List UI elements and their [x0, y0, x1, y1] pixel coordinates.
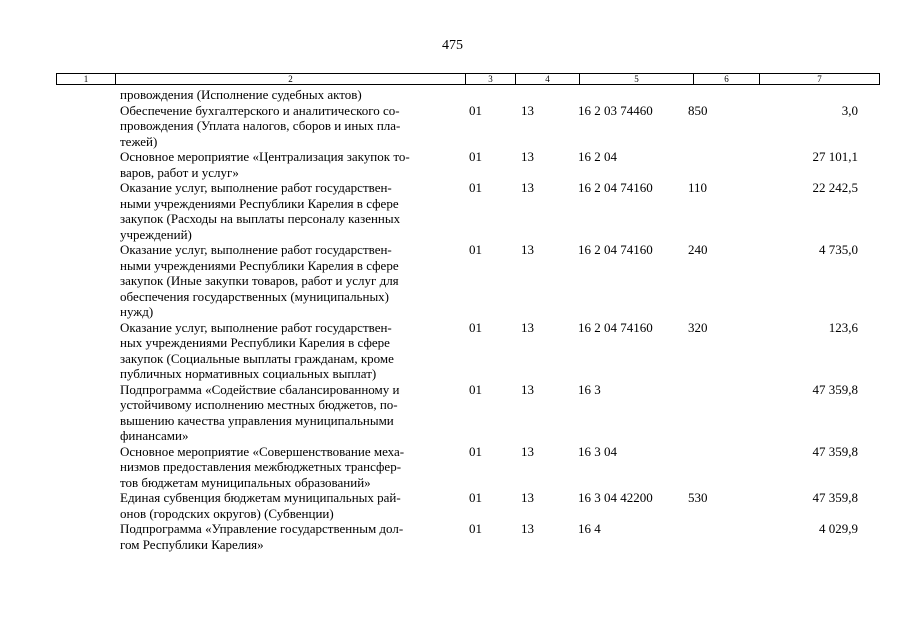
cell-c4: 13 [521, 242, 534, 257]
cell-c7 [739, 87, 858, 103]
cell-c7: 27 101,1 [812, 149, 858, 164]
cell-name: Оказание услуг, выполнение работ государствен- ных учреждениями Республики Карелия в сфере закупок (Социальные выплаты гражданам, кроме публичных нормативных социальных выплат) [120, 319, 394, 381]
cell-c6 [688, 149, 748, 180]
cell-c6: 110 [688, 180, 708, 195]
cell-c3: 01 [469, 180, 482, 195]
cell-c5: 16 2 04 74160 [578, 180, 653, 195]
cell-c7: 3,0 [841, 102, 858, 118]
table-row [56, 149, 880, 180]
cell-c7: 4 029,9 [819, 521, 858, 536]
cell-name: Подпрограмма «Управление государственным дол- гом Республики Карелия» [120, 521, 404, 552]
table-row [56, 180, 880, 242]
cell-name: провождения (Исполнение судебных актов) [120, 87, 362, 102]
table-body [56, 87, 880, 552]
header-col-2: 2 [116, 74, 466, 84]
cell-c4: 13 [521, 521, 534, 536]
table-row [56, 87, 880, 103]
cell-c3: 01 [469, 319, 482, 335]
cell-c3 [469, 87, 521, 103]
table-row [56, 444, 880, 491]
header-col-4: 4 [516, 74, 580, 84]
cell-c7: 47 359,8 [812, 381, 858, 397]
cell-c6 [688, 382, 748, 444]
cell-c5: 16 3 04 42200 [578, 490, 653, 505]
cell-c3: 01 [469, 381, 482, 397]
cell-c3: 01 [469, 242, 482, 257]
cell-c5: 16 2 04 74160 [578, 242, 653, 257]
cell-c6 [688, 87, 748, 103]
cell-c5: 16 2 04 [578, 149, 617, 164]
cell-c6 [688, 444, 748, 491]
header-col-7: 7 [817, 74, 822, 84]
cell-c6: 320 [688, 319, 708, 335]
table-row [56, 320, 880, 382]
cell-c7: 123,6 [828, 319, 858, 335]
cell-c3: 01 [469, 443, 482, 459]
cell-c4: 13 [521, 381, 534, 397]
cell-c5: 16 2 03 74460 [578, 102, 653, 118]
cell-name: Оказание услуг, выполнение работ государствен- ными учреждениями Республики Карелия в сфере закупок (Расходы на выплаты персоналу казенных учреждений) [120, 180, 401, 242]
cell-c3: 01 [469, 102, 482, 118]
page-number: 475 [442, 38, 463, 53]
cell-c6: 530 [688, 490, 708, 505]
cell-c4: 13 [521, 490, 534, 505]
cell-c7: 22 242,5 [812, 180, 858, 195]
cell-name: Оказание услуг, выполнение работ государствен- ными учреждениями Республики Карелия в сфере закупок (Иные закупки товаров, работ и услуг для обеспечения государственных (муниципальных) нужд) [120, 242, 399, 319]
cell-c3: 01 [469, 521, 482, 536]
cell-c5: 16 4 [578, 521, 601, 536]
cell-c3: 01 [469, 149, 482, 164]
cell-c5: 16 3 04 [578, 443, 617, 459]
cell-c4: 13 [521, 443, 534, 459]
cell-c7: 47 359,8 [812, 490, 858, 505]
table-row [56, 242, 880, 320]
cell-c4: 13 [521, 180, 534, 195]
table-row [56, 382, 880, 444]
cell-name: Подпрограмма «Содействие сбалансированному и устойчивому исполнению местных бюджетов, по- вышению качества управления муниципальными финансами» [120, 381, 400, 443]
header-col-5: 5 [580, 74, 694, 84]
cell-c4 [521, 87, 578, 103]
cell-name: Основное мероприятие «Централизация закупок то- варов, работ и услуг» [120, 149, 410, 180]
cell-c6: 240 [688, 242, 708, 257]
table-row [56, 521, 880, 552]
cell-c4: 13 [521, 149, 534, 164]
cell-c6: 850 [688, 102, 708, 118]
cell-c5: 16 2 04 74160 [578, 319, 653, 335]
table-header [56, 73, 880, 85]
table-row [56, 103, 880, 150]
cell-c7: 47 359,8 [812, 443, 858, 459]
header-col-1: 1 [57, 74, 116, 84]
cell-c5 [578, 87, 688, 103]
cell-c5: 16 3 [578, 381, 601, 397]
cell-name: Единая субвенция бюджетам муниципальных рай- онов (городских округов) (Субвенции) [120, 490, 401, 521]
cell-c4: 13 [521, 102, 534, 118]
cell-name: Основное мероприятие «Совершенствование меха- низмов предоставления межбюджетных трансфер- тов бюджетам муниципальных образований» [120, 443, 405, 490]
cell-c4: 13 [521, 319, 534, 335]
table-row [56, 490, 880, 521]
cell-c3: 01 [469, 490, 482, 505]
cell-name: Обеспечение бухгалтерского и аналитического со- провождения (Уплата налогов, сборов и иных пла- тежей) [120, 102, 401, 149]
cell-c7: 4 735,0 [819, 242, 858, 257]
header-col-6: 6 [694, 74, 760, 84]
cell-c6 [688, 521, 748, 552]
header-col-3: 3 [466, 74, 516, 84]
